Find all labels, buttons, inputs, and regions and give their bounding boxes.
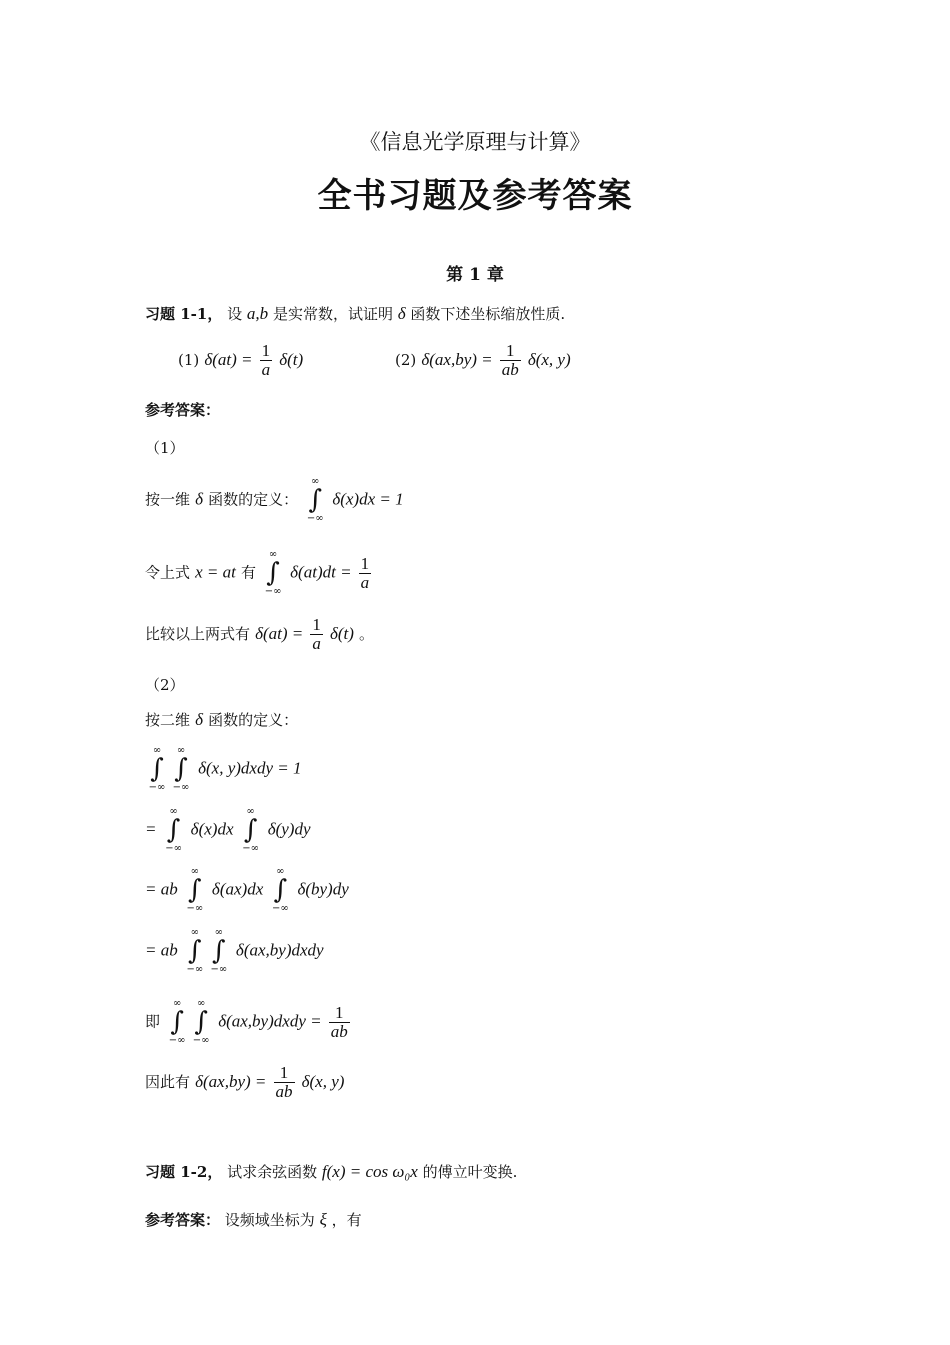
math-expr: δ(t) xyxy=(279,350,304,369)
problem-1-1-statement xyxy=(145,303,565,324)
answer-line-4 xyxy=(145,709,298,730)
fraction: $\frac{1}{ab}$ xyxy=(275,1063,293,1101)
integral-sign: ∞ ∫ −∞ xyxy=(148,745,166,793)
math-delta: δ xyxy=(195,489,204,509)
text: 因此有 xyxy=(145,1073,191,1091)
fraction: $\frac{1}{a}$ xyxy=(312,615,321,653)
text: 函数的定义： xyxy=(208,490,299,509)
math-vars: a,b xyxy=(246,304,269,323)
answer-line-3 xyxy=(145,616,374,653)
integral-sign: ∞ ∫ −∞ xyxy=(186,866,204,914)
fraction: $\frac{1}{ab}$ xyxy=(330,1002,348,1041)
math-expr: x = at xyxy=(195,562,236,582)
math-expr: = ab xyxy=(145,879,178,899)
problem-label: 习题 1-2， xyxy=(145,1163,223,1181)
integral-sign: ∞ ∫ −∞ xyxy=(271,866,289,914)
formula-part-2 xyxy=(395,342,571,379)
statement-text: 是实常数，试证明 xyxy=(272,305,393,323)
chapter-heading: 第 1 章 xyxy=(446,265,504,285)
math-expr: δ(t) xyxy=(329,624,354,643)
statement-text: 的傅立叶变换. xyxy=(422,1163,518,1181)
text: 。 xyxy=(359,625,375,643)
main-title: 全书习题及参考答案 xyxy=(317,176,633,216)
fraction: $\frac{1}{a}$ xyxy=(261,341,271,379)
equation-4 xyxy=(145,927,324,975)
text: 按一维 xyxy=(145,490,191,509)
integral-sign: ∞ ∫ −∞ xyxy=(186,927,204,975)
equation-5 xyxy=(145,998,352,1046)
problem-1-2-statement xyxy=(145,1161,517,1182)
math-delta: δ xyxy=(195,710,204,729)
math-expr: δ(at) = xyxy=(255,624,304,643)
answer-label: 参考答案： xyxy=(145,1211,221,1229)
math-expr: δ(at)dt = xyxy=(290,562,352,582)
part-label: (1) xyxy=(178,351,200,369)
text: ，有 xyxy=(331,1211,362,1229)
math-expr: = xyxy=(145,819,157,839)
integral-sign: ∞ ∫ −∞ xyxy=(172,745,190,793)
math-expr: δ(ax)dx xyxy=(211,879,264,899)
integral-sign: ∞ ∫ −∞ xyxy=(168,998,186,1046)
equation-3 xyxy=(145,866,349,914)
text: 函数的定义： xyxy=(208,711,299,729)
fraction: $\frac{1}{ab}$ xyxy=(501,341,519,379)
math-expr: δ(y)dy xyxy=(267,819,311,839)
math-expr: δ(at) = xyxy=(204,350,253,369)
integral-sign: ∞ ∫ −∞ xyxy=(306,476,324,524)
answer-label: 参考答案： xyxy=(145,401,221,419)
answer-1-2 xyxy=(145,1209,362,1230)
text: 按二维 xyxy=(145,711,191,729)
text: 即 xyxy=(145,1012,161,1031)
integral-sign: ∞ ∫ −∞ xyxy=(264,549,282,597)
sub-label-1: （1） xyxy=(145,439,185,457)
text: 设频域坐标为 xyxy=(224,1211,315,1229)
statement-text: 函数下述坐标缩放性质. xyxy=(410,305,566,323)
text: 有 xyxy=(240,563,256,582)
math-expr: δ(x)dx xyxy=(190,819,234,839)
math-expr: δ(by)dy xyxy=(297,879,349,899)
text: 比较以上两式有 xyxy=(145,625,251,643)
math-expr: δ(ax,by) = xyxy=(421,350,493,369)
sub-label-2: （2） xyxy=(145,676,185,694)
statement-text: 设 xyxy=(227,305,243,323)
math-expr: δ(ax,by)dxdy xyxy=(235,940,324,960)
text: 令上式 xyxy=(145,563,191,582)
math-xi: ξ xyxy=(319,1210,327,1229)
math-expr: δ(x, y) xyxy=(301,1072,345,1091)
math-expr: δ(x, y)dxdy = 1 xyxy=(198,758,302,778)
math-expr: δ(x)dx = 1 xyxy=(332,489,404,509)
integral-sign: ∞ ∫ −∞ xyxy=(242,806,259,854)
math-expr: δ(ax,by) = xyxy=(195,1072,267,1091)
math-delta: δ xyxy=(397,304,406,323)
integral-sign: ∞ ∫ −∞ xyxy=(210,927,228,975)
part-label: (2) xyxy=(395,351,417,369)
answer-line-2 xyxy=(145,549,373,597)
integral-sign: ∞ ∫ −∞ xyxy=(165,806,182,854)
statement-text: 试求余弦函数 xyxy=(227,1163,318,1181)
answer-line-1 xyxy=(145,476,404,524)
math-expr: δ(ax,by)dxdy = xyxy=(218,1011,322,1031)
math-expr: = ab xyxy=(145,940,178,960)
fraction: $\frac{1}{a}$ xyxy=(360,553,370,592)
formula-part-1 xyxy=(178,342,303,379)
book-title: 《信息光学原理与计算》 xyxy=(359,130,591,154)
math-expr: δ(x, y) xyxy=(527,350,571,369)
equation-2 xyxy=(145,806,311,854)
equation-1 xyxy=(145,745,301,793)
integral-sign: ∞ ∫ −∞ xyxy=(192,998,210,1046)
problem-label: 习题 1-1， xyxy=(145,305,223,323)
equation-6 xyxy=(145,1064,344,1101)
math-expr: f(x) = cos ω₀x xyxy=(321,1162,418,1181)
